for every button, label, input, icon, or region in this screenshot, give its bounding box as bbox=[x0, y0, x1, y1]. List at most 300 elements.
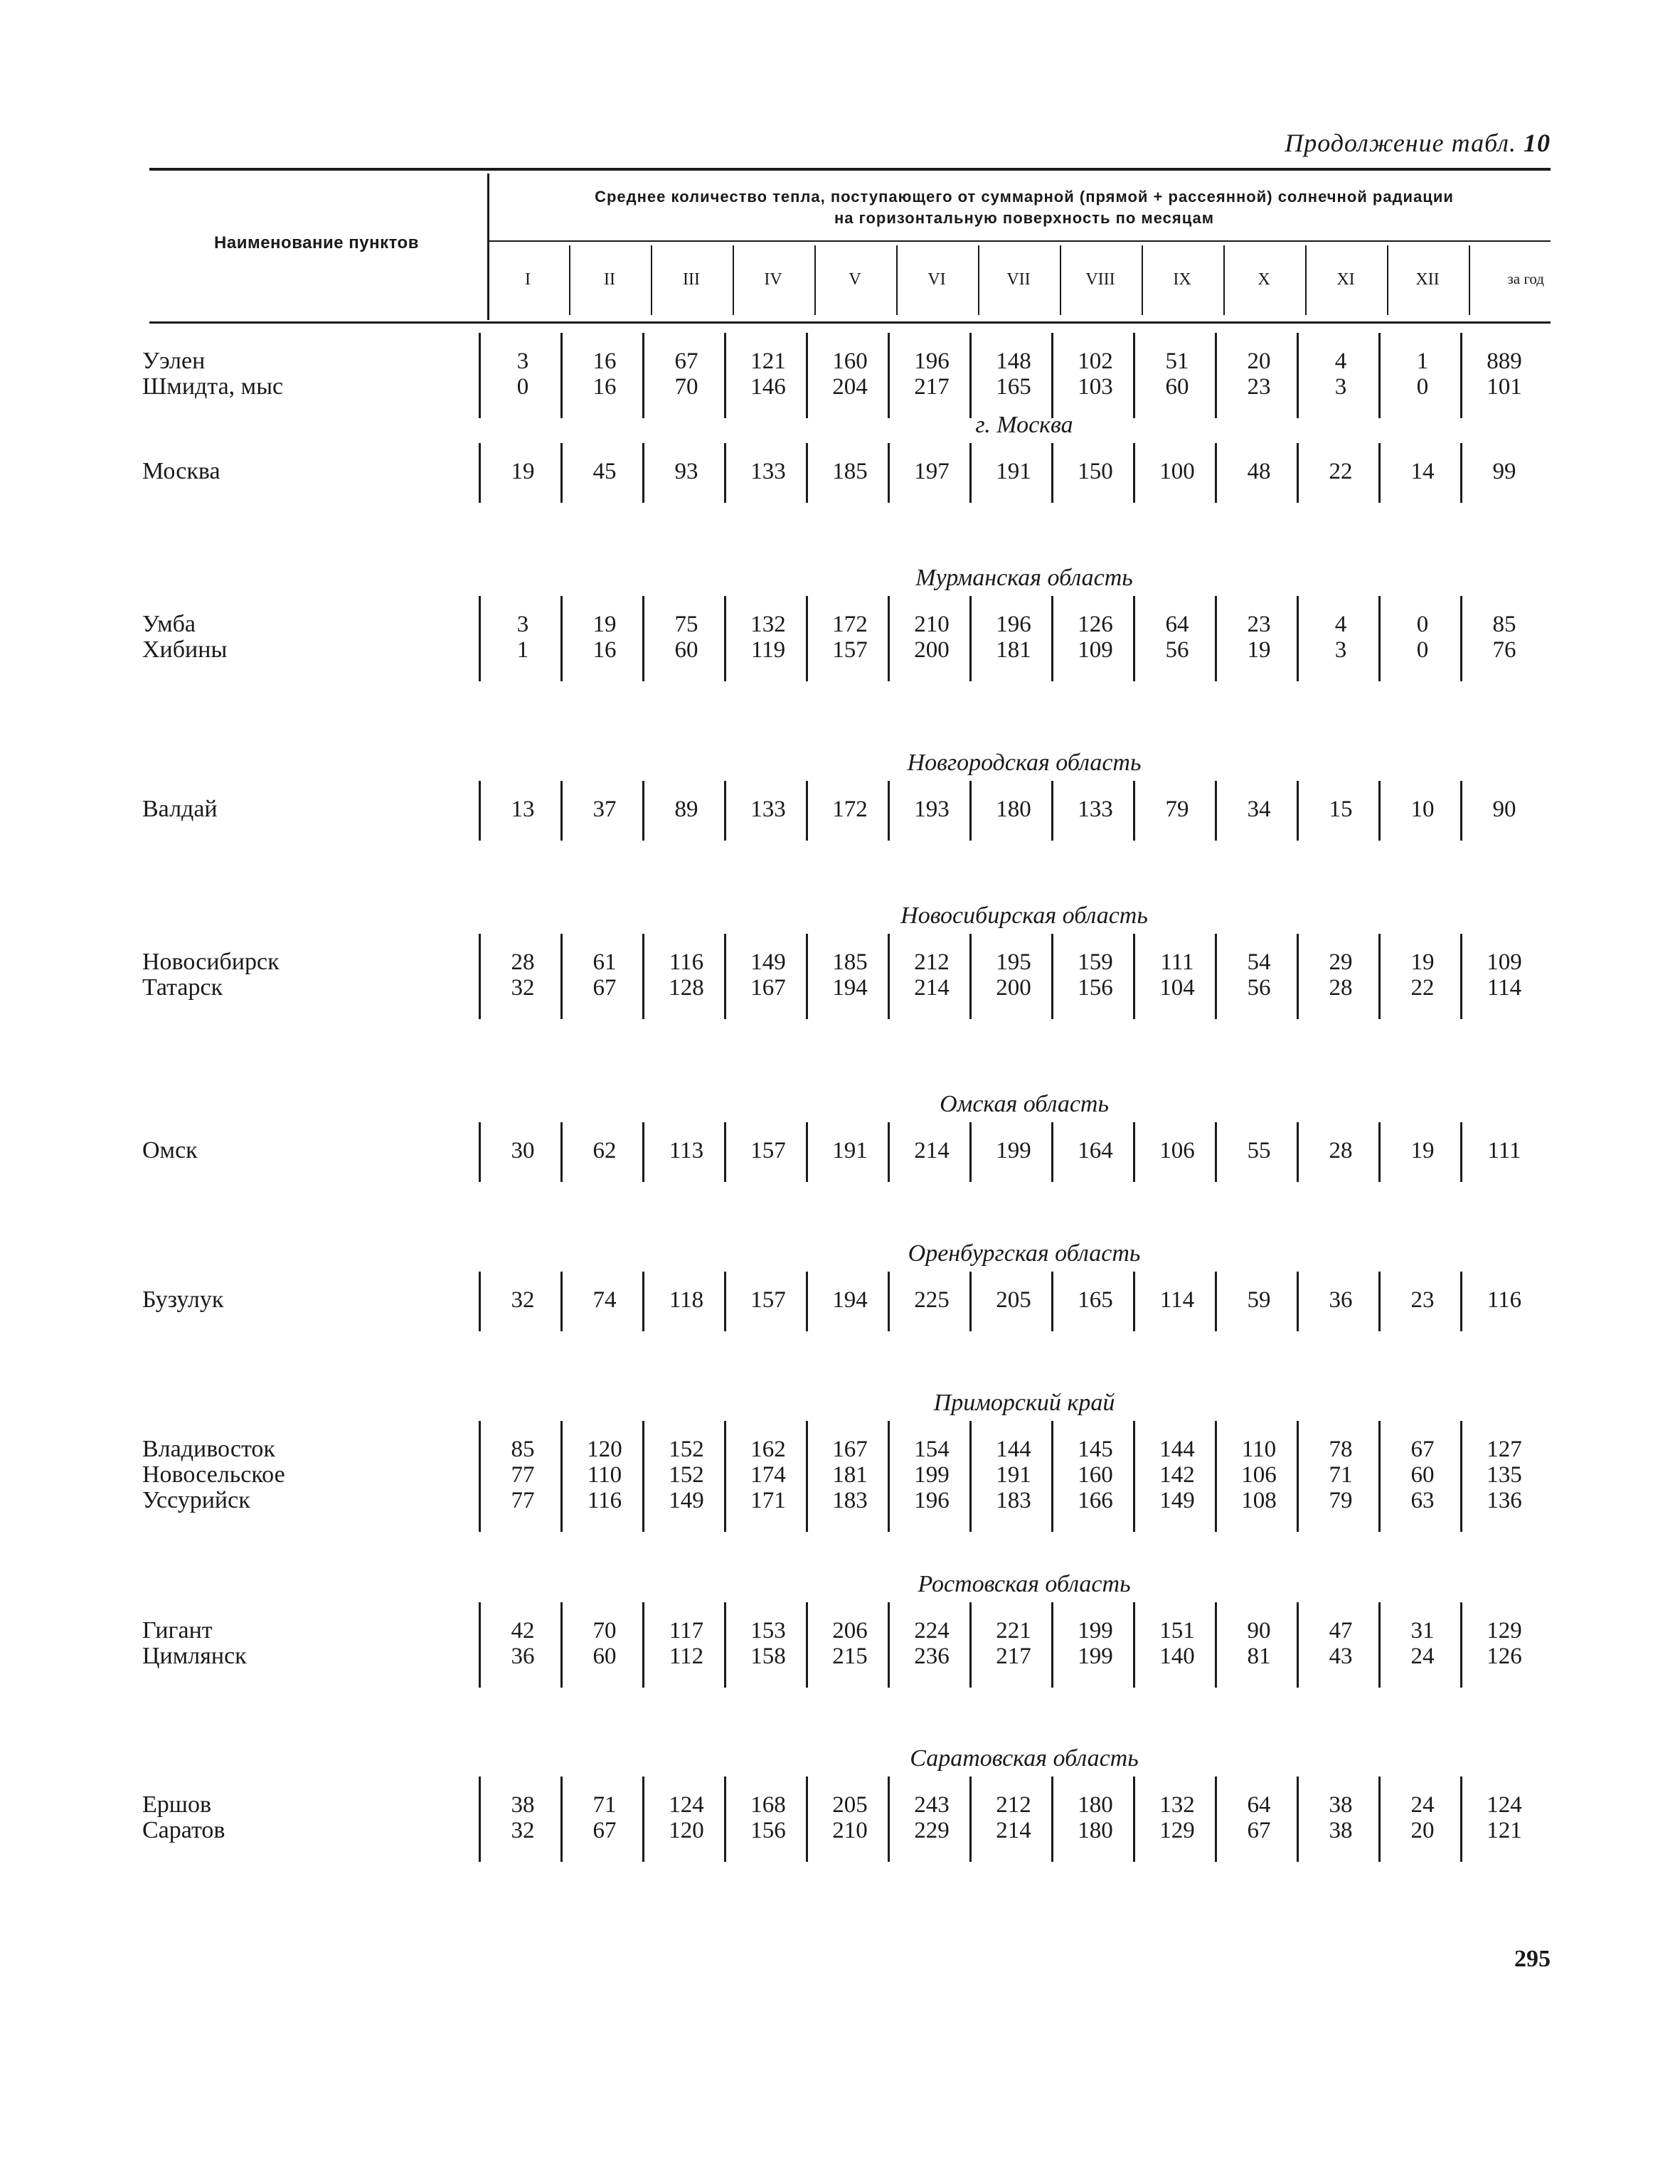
value-cell: 129 bbox=[1159, 1818, 1195, 1843]
month-header: III bbox=[683, 270, 700, 289]
column-divider bbox=[1215, 443, 1217, 503]
value-cell: 51 bbox=[1165, 348, 1189, 374]
column-divider bbox=[724, 1272, 726, 1331]
value-cell: 77 bbox=[511, 1462, 535, 1488]
column-divider bbox=[969, 934, 972, 1019]
column-divider bbox=[1215, 934, 1217, 1019]
table-caption bbox=[498, 186, 1551, 229]
value-cell: 149 bbox=[750, 949, 786, 975]
column-divider bbox=[969, 781, 972, 841]
value-cell: 225 bbox=[914, 1287, 950, 1313]
value-cell: 42 bbox=[511, 1618, 535, 1644]
column-divider bbox=[1460, 596, 1462, 681]
column-divider bbox=[1460, 1122, 1462, 1182]
column-divider bbox=[1297, 596, 1299, 681]
value-cell: 183 bbox=[996, 1488, 1031, 1513]
caption-months-rule bbox=[487, 240, 1551, 242]
value-cell: 127 bbox=[1487, 1437, 1522, 1462]
value-cell: 79 bbox=[1329, 1488, 1353, 1513]
value-cell: 16 bbox=[592, 348, 617, 374]
column-divider bbox=[560, 596, 563, 681]
value-cell: 77 bbox=[511, 1488, 535, 1513]
station-name: Шмидта, мыс bbox=[142, 373, 284, 400]
value-cell: 19 bbox=[511, 459, 535, 484]
column-divider bbox=[1215, 596, 1217, 681]
value-cell: 14 bbox=[1410, 459, 1435, 484]
column-divider bbox=[1051, 596, 1053, 681]
value-cell: 60 bbox=[1410, 1462, 1435, 1488]
column-divider bbox=[1133, 1122, 1135, 1182]
section-title: Омская область bbox=[940, 1091, 1109, 1117]
column-divider bbox=[1051, 443, 1053, 503]
column-divider bbox=[1297, 1777, 1299, 1862]
value-cell: 200 bbox=[996, 975, 1031, 1001]
value-cell: 145 bbox=[1078, 1437, 1113, 1462]
value-cell: 85 bbox=[511, 1437, 535, 1462]
column-divider bbox=[1460, 781, 1462, 841]
column-divider bbox=[1133, 1421, 1135, 1532]
month-header: за год bbox=[1507, 270, 1544, 287]
value-cell: 1 bbox=[1416, 348, 1429, 374]
value-cell: 60 bbox=[592, 1644, 617, 1669]
value-cell: 29 bbox=[1329, 949, 1353, 975]
section-title: Ростовская область bbox=[918, 1571, 1131, 1597]
value-cell: 116 bbox=[1487, 1287, 1522, 1313]
column-divider bbox=[888, 443, 890, 503]
column-divider bbox=[1297, 934, 1299, 1019]
column-divider bbox=[642, 596, 644, 681]
column-divider bbox=[1297, 333, 1299, 418]
value-cell: 64 bbox=[1247, 1792, 1271, 1818]
column-divider bbox=[806, 781, 808, 841]
value-cell: 71 bbox=[592, 1792, 617, 1818]
station-name: Уссурийск bbox=[142, 1487, 250, 1513]
value-cell: 193 bbox=[914, 797, 950, 822]
column-divider bbox=[888, 1777, 890, 1862]
value-cell: 22 bbox=[1410, 975, 1435, 1001]
value-cell: 67 bbox=[1247, 1818, 1271, 1843]
column-divider bbox=[1051, 1777, 1053, 1862]
value-cell: 47 bbox=[1329, 1618, 1353, 1644]
value-cell: 3 bbox=[516, 348, 529, 374]
value-cell: 157 bbox=[750, 1287, 786, 1313]
column-divider bbox=[560, 934, 563, 1019]
column-divider bbox=[560, 1421, 563, 1532]
column-divider bbox=[560, 443, 563, 503]
value-cell: 185 bbox=[832, 459, 868, 484]
value-cell: 103 bbox=[1078, 374, 1113, 400]
column-divider bbox=[806, 1122, 808, 1182]
column-divider bbox=[969, 596, 972, 681]
column-divider bbox=[560, 1272, 563, 1331]
value-cell: 152 bbox=[669, 1437, 704, 1462]
column-divider bbox=[806, 443, 808, 503]
column-divider bbox=[1215, 1602, 1217, 1688]
value-cell: 168 bbox=[750, 1792, 786, 1818]
column-divider bbox=[806, 1777, 808, 1862]
value-cell: 3 bbox=[1334, 637, 1347, 663]
value-cell: 204 bbox=[832, 374, 868, 400]
station-name: Владивосток bbox=[142, 1436, 275, 1462]
value-cell: 162 bbox=[750, 1437, 786, 1462]
column-divider bbox=[479, 1421, 481, 1532]
column-divider bbox=[479, 1602, 481, 1688]
value-cell: 19 bbox=[592, 612, 617, 637]
value-cell: 144 bbox=[996, 1437, 1031, 1462]
value-cell: 185 bbox=[832, 949, 868, 975]
column-divider bbox=[806, 333, 808, 418]
value-cell: 181 bbox=[832, 1462, 868, 1488]
value-cell: 210 bbox=[832, 1818, 868, 1843]
value-cell: 180 bbox=[1078, 1792, 1113, 1818]
value-cell: 34 bbox=[1247, 797, 1271, 822]
value-cell: 167 bbox=[832, 1437, 868, 1462]
value-cell: 23 bbox=[1247, 374, 1271, 400]
month-header: I bbox=[525, 270, 531, 289]
value-cell: 38 bbox=[1329, 1818, 1353, 1843]
column-divider bbox=[1460, 1421, 1462, 1532]
value-cell: 140 bbox=[1159, 1644, 1195, 1669]
value-cell: 0 bbox=[1416, 637, 1429, 663]
value-cell: 149 bbox=[1159, 1488, 1195, 1513]
column-divider bbox=[1460, 1602, 1462, 1688]
value-cell: 191 bbox=[996, 1462, 1031, 1488]
value-cell: 89 bbox=[674, 797, 698, 822]
value-cell: 199 bbox=[1078, 1644, 1113, 1669]
value-cell: 13 bbox=[511, 797, 535, 822]
value-cell: 196 bbox=[914, 1488, 950, 1513]
value-cell: 116 bbox=[587, 1488, 622, 1513]
column-divider bbox=[806, 1421, 808, 1532]
value-cell: 144 bbox=[1159, 1437, 1195, 1462]
column-divider bbox=[479, 333, 481, 418]
value-cell: 212 bbox=[914, 949, 950, 975]
column-divider bbox=[1378, 1602, 1381, 1688]
column-divider bbox=[806, 934, 808, 1019]
column-divider bbox=[1133, 1602, 1135, 1688]
value-cell: 174 bbox=[750, 1462, 786, 1488]
month-header: X bbox=[1258, 270, 1270, 289]
value-cell: 171 bbox=[750, 1488, 786, 1513]
month-header: XII bbox=[1415, 270, 1440, 289]
table-head-bottom-rule bbox=[149, 321, 1551, 324]
value-cell: 32 bbox=[511, 1287, 535, 1313]
value-cell: 146 bbox=[750, 374, 786, 400]
column-divider bbox=[1378, 443, 1381, 503]
value-cell: 180 bbox=[1078, 1818, 1113, 1843]
station-name: Бузулук bbox=[142, 1287, 224, 1313]
value-cell: 157 bbox=[832, 637, 868, 663]
column-divider bbox=[888, 596, 890, 681]
column-divider bbox=[1051, 934, 1053, 1019]
value-cell: 132 bbox=[750, 612, 786, 637]
value-cell: 114 bbox=[1159, 1287, 1195, 1313]
value-cell: 56 bbox=[1247, 975, 1271, 1001]
value-cell: 60 bbox=[1165, 374, 1189, 400]
value-cell: 194 bbox=[832, 975, 868, 1001]
column-divider bbox=[969, 333, 972, 418]
column-divider bbox=[888, 1602, 890, 1688]
column-divider bbox=[560, 1602, 563, 1688]
column-divider bbox=[1378, 333, 1381, 418]
value-cell: 28 bbox=[1329, 1138, 1353, 1163]
value-cell: 109 bbox=[1078, 637, 1113, 663]
value-cell: 90 bbox=[1492, 797, 1516, 822]
value-cell: 19 bbox=[1410, 949, 1435, 975]
value-cell: 191 bbox=[832, 1138, 868, 1163]
column-divider bbox=[1378, 781, 1381, 841]
value-cell: 156 bbox=[1078, 975, 1113, 1001]
value-cell: 110 bbox=[587, 1462, 622, 1488]
column-divider bbox=[724, 1122, 726, 1182]
station-name: Москва bbox=[142, 458, 220, 484]
column-divider bbox=[642, 934, 644, 1019]
value-cell: 217 bbox=[996, 1644, 1031, 1669]
page-number: 295 bbox=[1514, 1946, 1551, 1972]
value-cell: 3 bbox=[1334, 374, 1347, 400]
value-cell: 243 bbox=[914, 1792, 950, 1818]
value-cell: 126 bbox=[1487, 1644, 1522, 1669]
value-cell: 124 bbox=[1487, 1792, 1522, 1818]
station-name: Валдай bbox=[142, 796, 218, 822]
month-header: V bbox=[849, 270, 861, 289]
value-cell: 99 bbox=[1492, 459, 1516, 484]
column-divider bbox=[479, 596, 481, 681]
value-cell: 71 bbox=[1329, 1462, 1353, 1488]
value-cell: 0 bbox=[1416, 374, 1429, 400]
value-cell: 129 bbox=[1487, 1618, 1522, 1644]
column-divider bbox=[1133, 934, 1135, 1019]
name-column-header: Наименование пунктов bbox=[214, 233, 419, 252]
value-cell: 61 bbox=[592, 949, 617, 975]
value-cell: 121 bbox=[750, 348, 786, 374]
column-divider bbox=[642, 781, 644, 841]
value-cell: 64 bbox=[1165, 612, 1189, 637]
value-cell: 159 bbox=[1078, 949, 1113, 975]
value-cell: 67 bbox=[1410, 1437, 1435, 1462]
column-divider bbox=[969, 1122, 972, 1182]
value-cell: 152 bbox=[669, 1462, 704, 1488]
value-cell: 16 bbox=[592, 374, 617, 400]
month-header: IX bbox=[1173, 270, 1191, 289]
header-text: Продолжение табл. bbox=[1285, 129, 1516, 157]
column-divider bbox=[888, 781, 890, 841]
station-name: Саратов bbox=[142, 1817, 225, 1843]
value-cell: 164 bbox=[1078, 1138, 1113, 1163]
column-divider bbox=[1133, 333, 1135, 418]
value-cell: 19 bbox=[1247, 637, 1271, 663]
column-divider bbox=[560, 781, 563, 841]
column-divider bbox=[560, 1777, 563, 1862]
value-cell: 154 bbox=[914, 1437, 950, 1462]
value-cell: 62 bbox=[592, 1138, 617, 1163]
value-cell: 45 bbox=[592, 459, 617, 484]
value-cell: 78 bbox=[1329, 1437, 1353, 1462]
column-divider bbox=[969, 1602, 972, 1688]
section-title: Новгородская область bbox=[907, 750, 1142, 776]
column-divider bbox=[642, 1122, 644, 1182]
value-cell: 20 bbox=[1247, 348, 1271, 374]
column-divider bbox=[479, 1122, 481, 1182]
value-cell: 63 bbox=[1410, 1488, 1435, 1513]
value-cell: 54 bbox=[1247, 949, 1271, 975]
page-header bbox=[1252, 128, 1551, 158]
column-divider bbox=[1051, 1122, 1053, 1182]
column-divider bbox=[724, 1421, 726, 1532]
value-cell: 142 bbox=[1159, 1462, 1195, 1488]
value-cell: 112 bbox=[669, 1644, 704, 1669]
value-cell: 126 bbox=[1078, 612, 1113, 637]
value-cell: 132 bbox=[1159, 1792, 1195, 1818]
value-cell: 206 bbox=[832, 1618, 868, 1644]
station-name: Омск bbox=[142, 1137, 198, 1163]
column-divider bbox=[724, 443, 726, 503]
value-cell: 212 bbox=[996, 1792, 1031, 1818]
value-cell: 210 bbox=[914, 612, 950, 637]
value-cell: 172 bbox=[832, 797, 868, 822]
column-divider bbox=[888, 1122, 890, 1182]
value-cell: 135 bbox=[1487, 1462, 1522, 1488]
column-divider bbox=[642, 1272, 644, 1331]
column-divider bbox=[1460, 333, 1462, 418]
column-divider bbox=[724, 1777, 726, 1862]
value-cell: 120 bbox=[587, 1437, 622, 1462]
column-divider bbox=[1297, 1602, 1299, 1688]
value-cell: 76 bbox=[1492, 637, 1516, 663]
value-cell: 119 bbox=[750, 637, 786, 663]
station-name: Новосибирск bbox=[142, 949, 280, 975]
section-title: Приморский край bbox=[933, 1390, 1115, 1416]
value-cell: 215 bbox=[832, 1644, 868, 1669]
column-divider bbox=[1051, 1421, 1053, 1532]
column-divider bbox=[560, 1122, 563, 1182]
column-divider bbox=[1051, 1602, 1053, 1688]
value-cell: 67 bbox=[592, 1818, 617, 1843]
station-name: Хибины bbox=[142, 636, 228, 663]
column-divider bbox=[1378, 596, 1381, 681]
value-cell: 110 bbox=[1241, 1437, 1277, 1462]
month-header: VI bbox=[927, 270, 946, 289]
value-cell: 156 bbox=[750, 1818, 786, 1843]
value-cell: 148 bbox=[996, 348, 1031, 374]
value-cell: 153 bbox=[750, 1618, 786, 1644]
value-cell: 236 bbox=[914, 1644, 950, 1669]
column-divider bbox=[888, 934, 890, 1019]
value-cell: 43 bbox=[1329, 1644, 1353, 1669]
value-cell: 102 bbox=[1078, 348, 1113, 374]
column-divider bbox=[1378, 934, 1381, 1019]
column-divider bbox=[724, 333, 726, 418]
value-cell: 20 bbox=[1410, 1818, 1435, 1843]
value-cell: 214 bbox=[996, 1818, 1031, 1843]
column-divider bbox=[1460, 443, 1462, 503]
column-divider bbox=[1378, 1421, 1381, 1532]
column-divider bbox=[1378, 1122, 1381, 1182]
column-divider bbox=[1133, 781, 1135, 841]
value-cell: 229 bbox=[914, 1818, 950, 1843]
column-divider bbox=[724, 781, 726, 841]
value-cell: 136 bbox=[1487, 1488, 1522, 1513]
value-cell: 15 bbox=[1329, 797, 1353, 822]
table-top-rule bbox=[149, 168, 1551, 171]
column-divider bbox=[969, 1777, 972, 1862]
value-cell: 22 bbox=[1329, 459, 1353, 484]
column-divider bbox=[724, 1602, 726, 1688]
value-cell: 104 bbox=[1159, 975, 1195, 1001]
value-cell: 30 bbox=[511, 1138, 535, 1163]
value-cell: 24 bbox=[1410, 1644, 1435, 1669]
value-cell: 4 bbox=[1334, 612, 1347, 637]
value-cell: 113 bbox=[669, 1138, 704, 1163]
value-cell: 56 bbox=[1165, 637, 1189, 663]
value-cell: 217 bbox=[914, 374, 950, 400]
column-divider bbox=[806, 1272, 808, 1331]
column-divider bbox=[1297, 443, 1299, 503]
value-cell: 196 bbox=[914, 348, 950, 374]
value-cell: 31 bbox=[1410, 1618, 1435, 1644]
value-cell: 37 bbox=[592, 797, 617, 822]
month-header: XI bbox=[1336, 270, 1355, 289]
column-divider bbox=[479, 781, 481, 841]
value-cell: 114 bbox=[1487, 975, 1522, 1001]
value-cell: 120 bbox=[669, 1818, 704, 1843]
value-cell: 59 bbox=[1247, 1287, 1271, 1313]
value-cell: 160 bbox=[832, 348, 868, 374]
value-cell: 70 bbox=[592, 1618, 617, 1644]
column-divider bbox=[969, 1421, 972, 1532]
value-cell: 85 bbox=[1492, 612, 1516, 637]
column-divider bbox=[1460, 1272, 1462, 1331]
station-name: Татарск bbox=[142, 974, 223, 1001]
column-divider bbox=[1215, 1272, 1217, 1331]
column-divider bbox=[1133, 1272, 1135, 1331]
value-cell: 197 bbox=[914, 459, 950, 484]
column-divider bbox=[806, 1602, 808, 1688]
value-cell: 133 bbox=[750, 459, 786, 484]
column-divider bbox=[479, 1777, 481, 1862]
value-cell: 889 bbox=[1487, 348, 1522, 374]
column-divider bbox=[1133, 596, 1135, 681]
value-cell: 151 bbox=[1159, 1618, 1195, 1644]
value-cell: 55 bbox=[1247, 1138, 1271, 1163]
column-divider bbox=[969, 1272, 972, 1331]
column-divider bbox=[888, 1421, 890, 1532]
month-header: IV bbox=[764, 270, 782, 289]
column-divider bbox=[1297, 781, 1299, 841]
header-table-number: 10 bbox=[1524, 129, 1551, 157]
value-cell: 194 bbox=[832, 1287, 868, 1313]
column-divider bbox=[642, 1602, 644, 1688]
caption-line-2: на горизонтальную поверхность по месяцам bbox=[834, 209, 1215, 227]
month-header: II bbox=[604, 270, 615, 289]
value-cell: 199 bbox=[1078, 1618, 1113, 1644]
value-cell: 214 bbox=[914, 975, 950, 1001]
column-divider bbox=[1297, 1272, 1299, 1331]
value-cell: 183 bbox=[832, 1488, 868, 1513]
column-divider bbox=[1215, 1122, 1217, 1182]
value-cell: 149 bbox=[669, 1488, 704, 1513]
value-cell: 74 bbox=[592, 1287, 617, 1313]
value-cell: 172 bbox=[832, 612, 868, 637]
value-cell: 205 bbox=[832, 1792, 868, 1818]
column-divider bbox=[642, 1421, 644, 1532]
station-name: Умба bbox=[142, 611, 196, 637]
value-cell: 157 bbox=[750, 1138, 786, 1163]
value-cell: 10 bbox=[1410, 797, 1435, 822]
station-name: Ершов bbox=[142, 1791, 212, 1818]
value-cell: 38 bbox=[1329, 1792, 1353, 1818]
column-divider bbox=[888, 1272, 890, 1331]
